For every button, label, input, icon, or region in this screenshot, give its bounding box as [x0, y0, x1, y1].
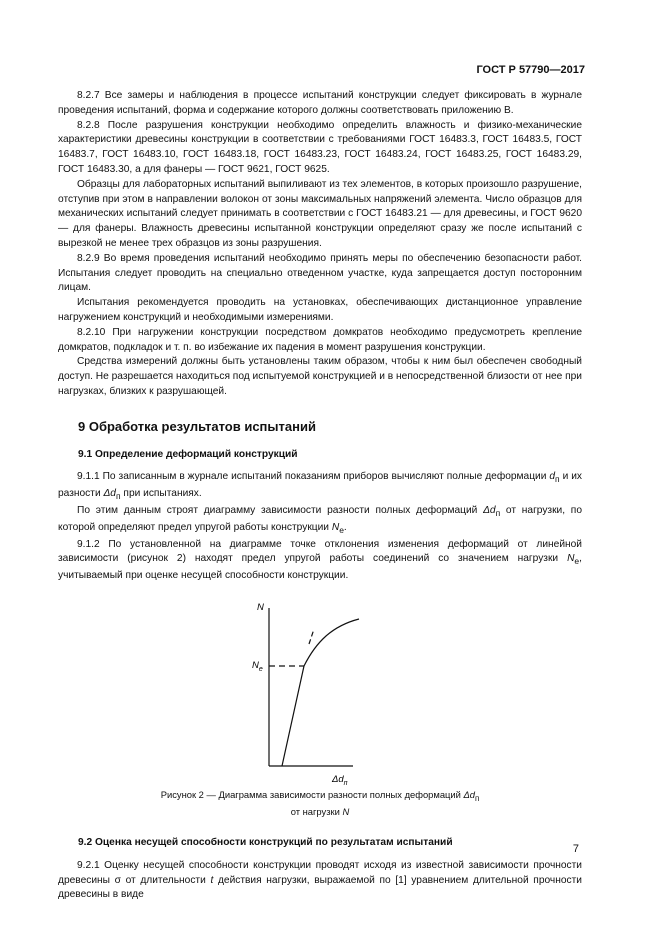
- paragraph-8-2-9: 8.2.9 Во время проведения испытаний необходимо принять меры по обеспечению безопасности работ. Испытания следует проводить на специально отведенном участке, куда запрещается доступ посторонним лицам.: [58, 252, 582, 294]
- paragraph-8-2-8-samples: Образцы для лабораторных испытаний выпиливают из тех элементов, в которых произошло разрушение, отступив при этом в направлении волокон от зоны максимальных напряжений элемента. Число образцов для механических испытаний следует принимать в соответствии с ГОСТ 16483.21 — для древесины, и ГОСТ 9620 — для фанеры. Влажность древесины испытанной конструкции определяют сразу же после испытаний с вырезкой не менее трех образцов из зоны разрушения.: [58, 178, 582, 249]
- paragraph-9-1-1: 9.1.1 По записанным в журнале испытаний показаниям приборов вычисляют полные деформации $d_п$ и их разности $\Delta d_п$ при испытаниях.: [58, 471, 583, 502]
- page-number: 7: [572, 843, 579, 855]
- section-9-2-title: 9.2 Оценка несущей способности конструкций по результатам испытаний: [78, 836, 453, 848]
- load-deformation-plot: [58, 596, 582, 786]
- paragraph-8-2-10: 8.2.10 При нагружении конструкции посредством домкратов необходимо предусмотреть крепление домкратов, подкладок и т. п. во избежание их падения в момент разрушения конструкции.: [58, 326, 582, 353]
- figure-2-diagram: [58, 596, 582, 786]
- y-axis-label: N: [257, 602, 264, 614]
- x-axis-label: $\Delta d_п$: [332, 774, 348, 787]
- section-9-1-title: 9.1 Определение деформаций конструкций: [78, 448, 298, 460]
- page-content: [58, 89, 582, 903]
- load-curve: [282, 619, 359, 766]
- paragraph-9-1-1-diagram: По этим данным строят диаграмму зависимости разности полных деформаций $\Delta d_п$ от нагрузки, по которой определяют предел упругой работы конструкции $N_е$.: [58, 504, 582, 535]
- paragraph-8-2-7: 8.2.7 Все замеры и наблюдения в процессе испытаний конструкции следует фиксировать в журнале проведения испытаний, форма и содержание которого должны соответствовать приложению В.: [58, 90, 582, 116]
- paragraph-8-2-8: 8.2.8 После разрушения конструкции необходимо определить влажность и физико-механические характеристики древесины конструкции в соответствии с требованиями ГОСТ 16483.3, ГОСТ 16483.5, ГОСТ 16483.7, ГОСТ 16483.10, ГОСТ 16483.18, ГОСТ 16483.23, ГОСТ 16483.24, ГОСТ 16483.25, ГОСТ 16483.29, ГОСТ 16483.30, а для фанеры — ГОСТ 9621, ГОСТ 9625.: [58, 119, 582, 175]
- ne-label: $N_е$: [252, 660, 263, 674]
- paragraph-8-2-9-remote: Испытания рекомендуется проводить на установках, обеспечивающих дистанционное управление нагружением конструкций и необходимыми измерениями.: [58, 297, 582, 323]
- document-id: ГОСТ Р 57790—2017: [476, 64, 585, 76]
- deviation-marker: [309, 629, 314, 644]
- paragraph-9-2-1: 9.2.1 Оценку несущей способности конструкции проводят исходя из известной зависимости прочности древесины σ от длительности t действия нагрузки, выражаемой по [1] уравнением длительной прочности древесины в виде: [58, 859, 582, 901]
- section-9-title: 9 Обработка результатов испытаний: [78, 418, 316, 434]
- paragraph-8-2-10-access: Средства измерений должны быть установлены таким образом, чтобы к ним был обеспечен свободный доступ. Не разрешается находиться под испытуемой конструкцией и в непосредственной близости от нее при нагрузках, близких к разрушающей.: [58, 356, 582, 397]
- paragraph-9-1-2: 9.1.2 По установленной на диаграмме точке отклонения изменения деформаций от линейной зависимости (рисунок 2) находят предел упругой работы соединений со значением нагрузки $N_е$, учитываемый при оценке несущей способности конструкции.: [58, 538, 582, 582]
- figure-2-caption: Рисунок 2 — Диаграмма зависимости разности полных деформаций $\Delta d_п$ от нагрузки N: [160, 789, 480, 817]
